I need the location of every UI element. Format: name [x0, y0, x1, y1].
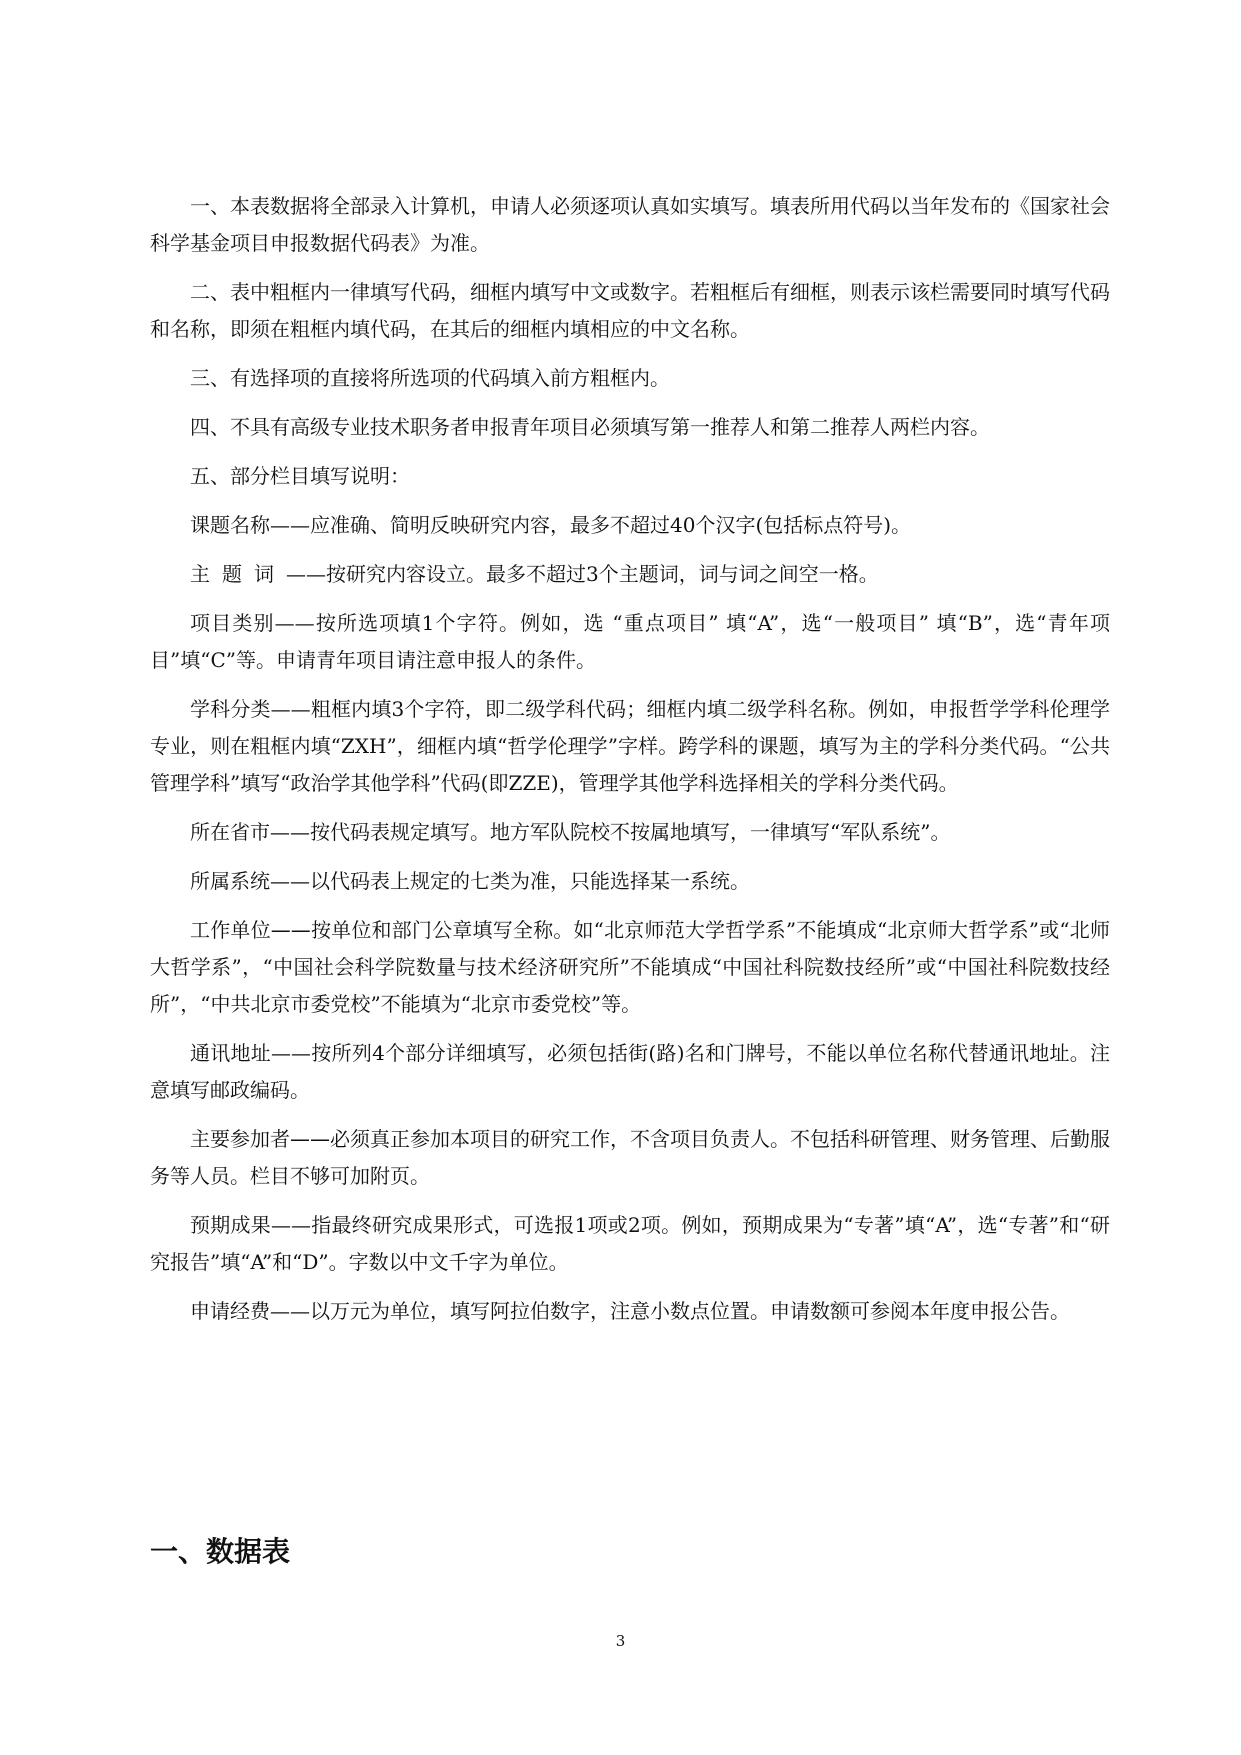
- field-term: 课题名称: [190, 513, 270, 537]
- field-note-outcomes: [150, 1207, 1110, 1281]
- field-term: 申请经费: [190, 1299, 270, 1323]
- field-description: ——按代码表规定填写。地方军队院校不按属地填写，一律填写“军队系统”。: [270, 820, 951, 844]
- page-number: 3: [615, 1632, 626, 1650]
- note-text: 一、本表数据将全部录入计算机，申请人必须逐项认真如实填写。填表所用代码以当年发布的《国家社会科学基金项目申报数据代码表》为准。: [150, 194, 1110, 255]
- field-description: ——以代码表上规定的七类为准，只能选择某一系统。: [270, 869, 750, 893]
- note-text: 四、不具有高级专业技术职务者申报青年项目必须填写第一推荐人和第二推荐人两栏内容。: [190, 415, 990, 439]
- field-note-address: [150, 1035, 1110, 1109]
- field-description: ——以万元为单位，填写阿拉伯数字，注意小数点位置。申请数额可参阅本年度申报公告。: [270, 1299, 1070, 1323]
- note-text: 五、部分栏目填写说明：: [190, 464, 410, 488]
- field-note-participants: [150, 1121, 1110, 1195]
- field-note-discipline: [150, 691, 1110, 802]
- note-paragraph: [150, 360, 1110, 397]
- field-term: 所在省市: [190, 820, 270, 844]
- field-term: 主要参加者——: [190, 1127, 330, 1151]
- note-text: 二、表中粗框内一律填写代码，细框内填写中文或数字。若粗框后有细框，则表示该栏需要同时填写代码和名称，即须在粗框内填代码，在其后的细框内填相应的中文名称。: [150, 280, 1110, 341]
- note-paragraph: [150, 188, 1110, 262]
- field-description: ——粗框内填3个字符，即二级学科代码；细框内填二级学科名称。例如，申报哲学学科伦理学专业，则在粗框内填“ZXH”，细框内填“哲学伦理学”字样。跨学科的课题，填写为主的学科分类代码。“公共管理学科”填写“政治学其他学科”代码(即ZZE)，管理学其他学科选择相关的学科分类代码。: [150, 697, 1111, 795]
- field-term: 学科分类: [190, 697, 271, 721]
- field-description: 。如“北京师范大学哲学系”不能填成“北京师大哲学系”或“北师大哲学系”，“中国社会科学院数量与技术经济研究所”不能填成“中国社科院数技经所”或“中国社科院数技经所”，“中共北京市委党校”不能填为“北京市委党校”等。: [150, 918, 1110, 1016]
- field-term: 工作单位——按单位和部门公章填写全称: [190, 918, 554, 942]
- field-note-title: [150, 507, 1110, 544]
- field-term: 通讯地址: [190, 1041, 272, 1065]
- field-description: ——指最终研究成果形式，可选报1项或2项。例如，预期成果为“专著”填“A”，选“专著”和“研究报告”填“A”和“D”。字数以中文千字为单位。: [150, 1213, 1110, 1274]
- note-paragraph: [150, 409, 1110, 446]
- field-term: 所属系统: [190, 869, 270, 893]
- field-term: 预期成果: [190, 1213, 271, 1237]
- field-note-workplace: [150, 912, 1110, 1023]
- field-description: ——按所列4个部分详细填写，必须包括街(路)名和门牌号，不能以单位名称代替通讯地址。注意填写邮政编码。: [150, 1041, 1110, 1102]
- note-paragraph: [150, 274, 1110, 348]
- field-term: 主题词: [190, 562, 286, 586]
- note-paragraph: [150, 458, 1110, 495]
- section-heading: 一、数据表: [150, 1535, 291, 1568]
- field-note-category: [150, 605, 1110, 679]
- instructions-body: [150, 188, 1110, 1342]
- field-description: ——按研究内容设立。最多不超过3个主题词，词与词之间空一格。: [286, 562, 879, 586]
- field-description: 必须真正参加本项目的研究工作，不含项目负责人。不包括科研管理、财务管理、后勤服务等人员。栏目不够可加附页。: [150, 1127, 1110, 1188]
- note-text: 三、有选择项的直接将所选项的代码填入前方粗框内。: [190, 366, 670, 390]
- field-note-province: [150, 814, 1110, 851]
- field-note-system: [150, 863, 1110, 900]
- field-description: ——按所选项填1个字符。例如，选 “重点项目” 填“A”，选“一般项目” 填“B”，选“青年项目”填“C”等。申请青年项目请注意申报人的条件。: [150, 611, 1110, 672]
- field-note-keywords: [150, 556, 1110, 593]
- field-description: ——应准确、简明反映研究内容，最多不超过40个汉字(包括标点符号)。: [270, 513, 912, 537]
- field-note-funding: [150, 1293, 1110, 1330]
- field-term: 项目类别: [190, 611, 275, 635]
